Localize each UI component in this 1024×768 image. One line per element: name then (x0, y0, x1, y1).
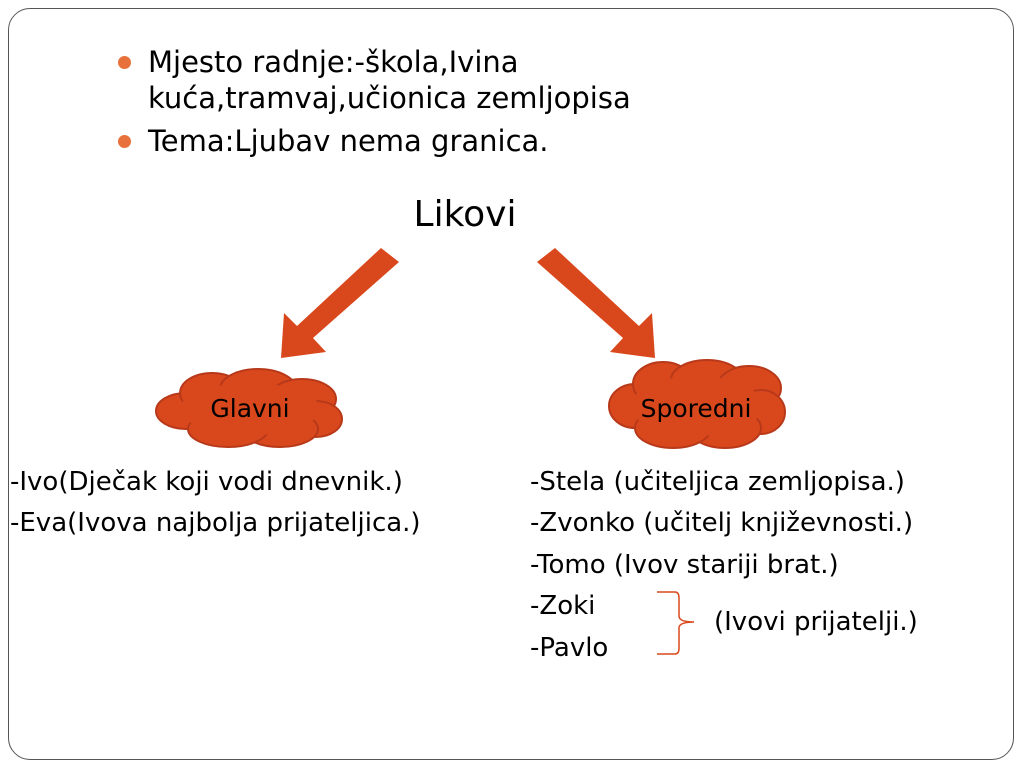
cloud-main-label: Glavni (210, 394, 290, 423)
cloud-side-label: Sporedni (640, 394, 752, 423)
friends-note: (Ivovi prijatelji.) (714, 607, 918, 637)
brace-icon (657, 592, 694, 654)
side-character-pavlo: -Pavlo (530, 633, 609, 663)
slide-title: Likovi (413, 194, 517, 235)
main-character-eva: -Eva(Ivova najbolja prijateljica.) (10, 508, 421, 538)
main-character-ivo: -Ivo(Dječak koji vodi dnevnik.) (10, 467, 403, 497)
bullet-theme-text: Tema:Ljubav nema granica. (148, 124, 549, 158)
side-character-tomo: -Tomo (Ivov stariji brat.) (530, 550, 839, 580)
bullet-setting-line2: kuća,tramvaj,učionica zemljopisa (148, 81, 631, 115)
bullet-setting-line1: Mjesto radnje:-škola,Ivina (148, 45, 519, 79)
side-character-zoki: -Zoki (530, 591, 596, 621)
side-character-zvonko: -Zvonko (učitelj književnosti.) (530, 508, 914, 538)
side-character-stela: -Stela (učiteljica zemljopisa.) (530, 467, 905, 497)
